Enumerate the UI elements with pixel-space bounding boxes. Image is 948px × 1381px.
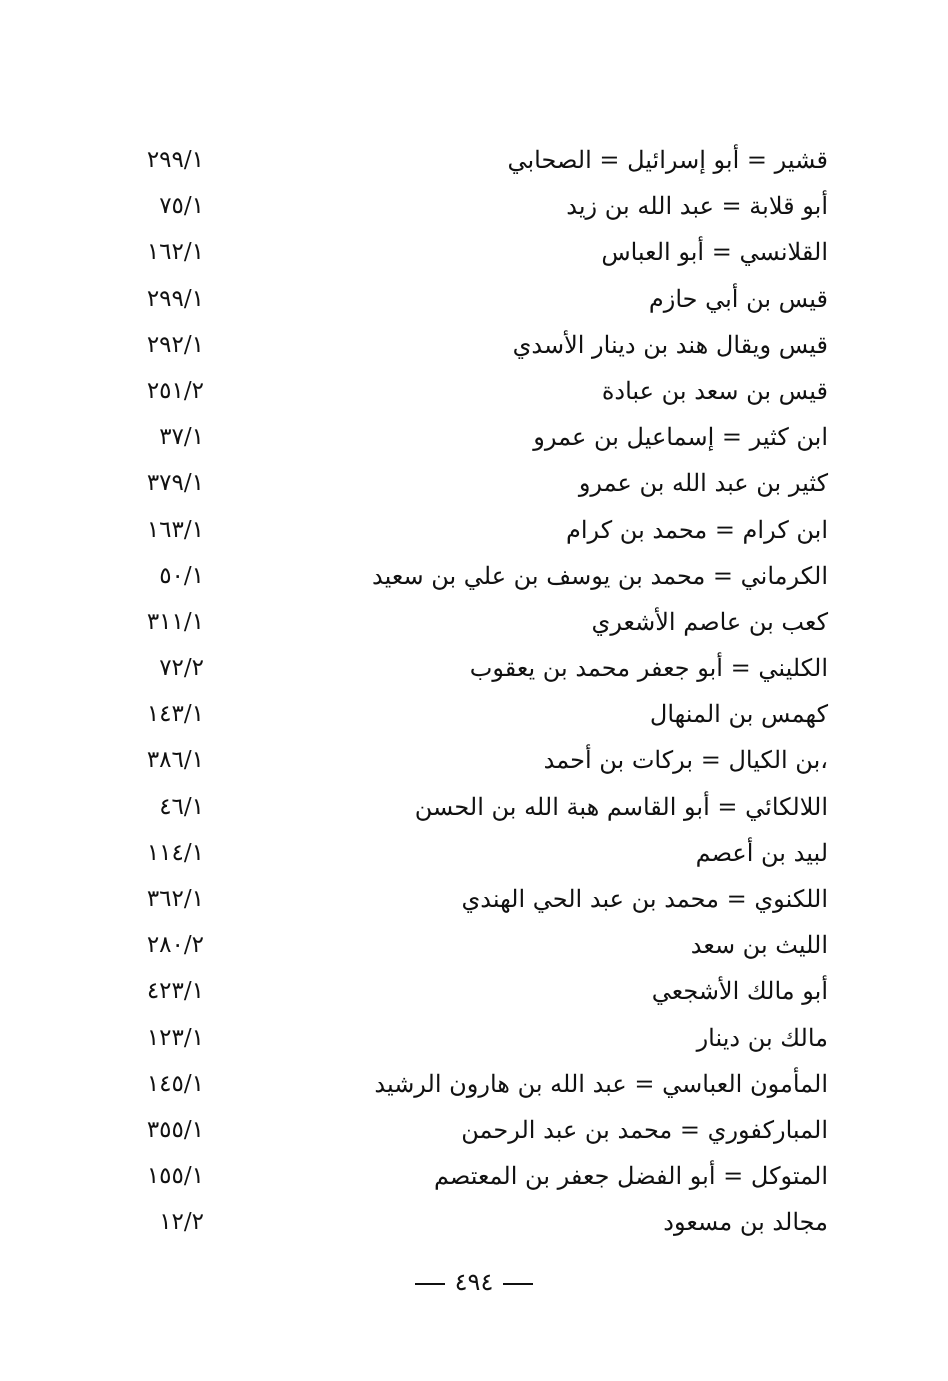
entry-name: القلانسي = أبو العباس (601, 238, 828, 267)
index-entry (128, 691, 828, 737)
index-entry (128, 229, 828, 275)
entry-name: الكرماني = محمد بن يوسف بن علي بن سعيد (372, 561, 828, 590)
entry-name: اللكنوي = محمد بن عبد الحي الهندي (461, 885, 828, 913)
index-entry (128, 737, 828, 783)
entry-page-ref: ١٢٣/١ (146, 1024, 204, 1051)
entry-page-ref: ١٥٥/١ (146, 1163, 204, 1190)
index-entry (128, 137, 828, 183)
index-entry (128, 1061, 828, 1107)
entry-name: قيس بن سعد بن عبادة (601, 376, 828, 405)
entry-page-ref: ٢٥١/٢ (146, 377, 204, 404)
footer-dash-left (415, 1283, 445, 1285)
entry-name: اللالكائي = أبو القاسم هبة الله بن الحسن (414, 792, 828, 821)
index-entry (128, 1153, 828, 1199)
entry-name: مالك بن دينار (696, 1023, 828, 1052)
index-entry (128, 1015, 828, 1061)
entry-name: كهمس بن المنهال (649, 700, 828, 729)
entry-page-ref: ٧٥/١ (159, 193, 204, 220)
entry-page-ref: ٢٩٩/١ (146, 147, 204, 173)
entry-page-ref: ٣٦٢/١ (146, 886, 204, 912)
index-entry (128, 183, 828, 229)
entry-name: الليث بن سعد (690, 931, 828, 960)
index-entry (128, 876, 828, 922)
entry-name: أبو قلابة = عبد الله بن زيد (566, 192, 828, 221)
entry-name: قيس بن أبي حازم (648, 284, 828, 313)
index-entry (128, 1199, 828, 1245)
index-entry (128, 553, 828, 599)
entry-page-ref: ٤٢٣/١ (146, 978, 204, 1005)
entry-page-ref: ١٦٣/١ (146, 516, 204, 543)
entry-page-ref: ١٤٣/١ (146, 701, 204, 728)
entry-page-ref: ٣٥٥/١ (146, 1116, 204, 1143)
entry-page-ref: ٣٨٦/١ (146, 747, 204, 774)
entry-name: ابن كرام = محمد بن كرام (565, 515, 828, 544)
entry-name: قشير = أبو إسرائيل = الصحابي (507, 146, 828, 174)
entry-name: المتوكل = أبو الفضل جعفر بن المعتصم (433, 1162, 828, 1191)
entry-page-ref: ٢٨٠/٢ (146, 932, 204, 959)
entry-page-ref: ٣٧/١ (159, 424, 204, 451)
entry-name: ،بن الكيال = بركات بن أحمد (543, 746, 828, 775)
index-entry (128, 322, 828, 368)
index-entry (128, 922, 828, 968)
entry-name: المأمون العباسي = عبد الله بن هارون الرشيد (374, 1069, 828, 1098)
index-entry (128, 968, 828, 1014)
index-entry (128, 599, 828, 645)
index-entry (128, 460, 828, 506)
entry-page-ref: ٧٢/٢ (159, 655, 204, 682)
page-number: ٤٩٤ (454, 1268, 494, 1296)
index-entry (128, 276, 828, 322)
index-entry (128, 645, 828, 691)
index-entry (128, 830, 828, 876)
entry-name: ابن كثير = إسماعيل بن عمرو (533, 423, 828, 452)
index-entry (128, 368, 828, 414)
entry-name: كعب بن عاصم الأشعري (591, 607, 828, 636)
entry-name: أبو مالك الأشجعي (651, 977, 828, 1006)
entry-page-ref: ٥٠/١ (159, 562, 204, 589)
entry-page-ref: ٣١١/١ (146, 608, 204, 635)
entry-page-ref: ٣٧٩/١ (146, 470, 204, 497)
entry-page-ref: ٤٦/١ (159, 793, 204, 820)
entry-name: قيس ويقال هند بن دينار الأسدي (512, 330, 828, 359)
entry-name: المباركفوري = محمد بن عبد الرحمن (461, 1115, 828, 1144)
footer-dash-right (503, 1283, 533, 1285)
entry-page-ref: ٢٩٩/١ (146, 285, 204, 312)
entry-page-ref: ٢٩٢/١ (146, 331, 204, 358)
page-footer (0, 1262, 948, 1302)
index-entry (128, 414, 828, 460)
name-index-list (128, 137, 828, 1246)
index-entry (128, 1107, 828, 1153)
entry-page-ref: ١٤٥/١ (146, 1070, 204, 1097)
entry-page-ref: ١٦٢/١ (146, 239, 204, 266)
entry-name: كثير بن عبد الله بن عمرو (578, 469, 828, 498)
entry-page-ref: ١٢/٢ (159, 1209, 204, 1236)
index-entry (128, 507, 828, 553)
entry-name: الكليني = أبو جعفر محمد بن يعقوب (469, 654, 828, 683)
entry-name: لبيد بن أعصم (695, 838, 828, 867)
entry-page-ref: ١١٤/١ (146, 839, 204, 866)
entry-name: مجالد بن مسعود (663, 1208, 828, 1237)
index-entry (128, 784, 828, 830)
